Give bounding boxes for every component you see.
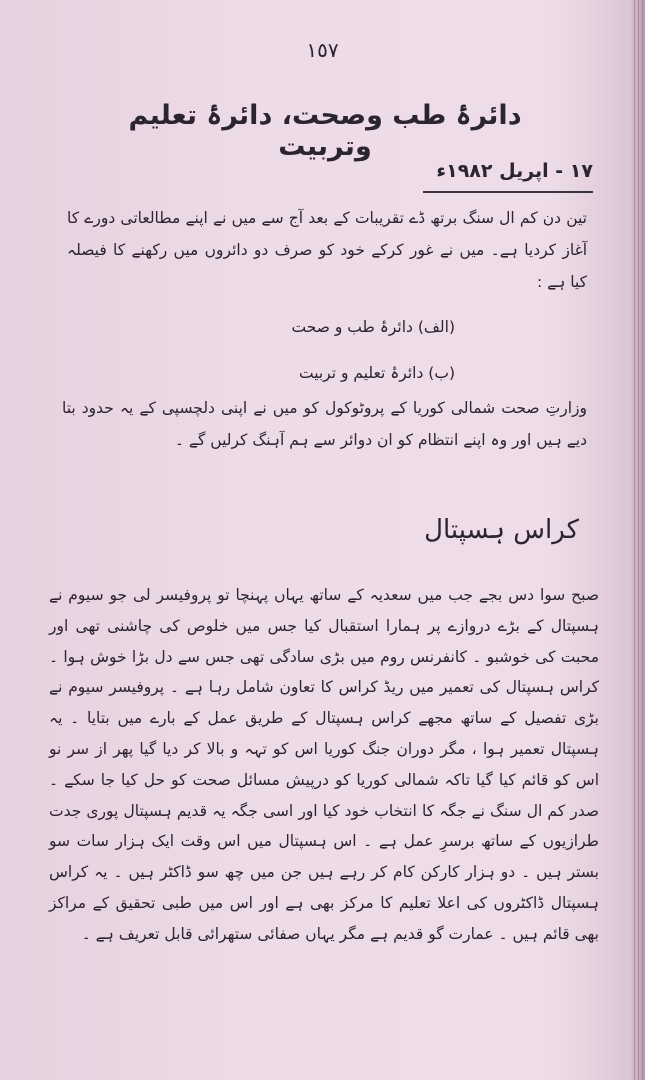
section-paragraph: صبح سوا دس بجے جب میں سعدیہ کے ساتھ یہاں پہنچا تو پروفیسر لی جو سیوم نے ہسپتال کے بڑے دروازے پر ہمارا استقبال کیا جس میں خلوص کی چاشنی تھی اور محبت کی خوشبو ۔ کانفرنس روم میں بڑی سادگی تھی جس سے دل بڑا خوش ہوا ۔ کراس ہسپتال کی تعمیر میں ریڈ کراس کا تعاون شامل رہا ہے ۔ پروفیسر سیوم نے بڑی تفصیل کے ساتھ مجھے کراس ہسپتال کے طریق عمل کے بارے میں بتایا ۔ یہ ہسپتال تعمیر ہوا ، مگر دوران جنگ کوریا اس کو تہہ و بالا کر دیا گیا پھر از سر نو اس کو قائم کیا گیا تاکہ شمالی کوریا کو درپیش مسائل صحت کو حل کیا جا سکے ۔ صدر کم ال سنگ نے جگہ کا انتخاب خود کیا اور اسی جگہ یہ قدیم ہسپتال پوری جدت طرازیوں کے ساتھ برسرِ عمل ہے ۔ اس ہسپتال میں اس وقت ایک ہزار سات سو بستر ہیں ۔ دو ہزار کارکن کام کر رہے ہیں جن میں چھ سو ڈاکٹر ہیں ۔ یہ کراس ہسپتال ڈاکٹروں کی اعلا تعلیم کا مرکز بھی ہے اور اس میں طبی تحقیق کے مراکز بھی قائم ہیں ۔ عمارت گو قدیم ہے مگر یہاں صفائی ستھرائی قابل تعریف ہے ۔ — [49, 586, 599, 943]
intro-paragraph: تین دن کم ال سنگ برتھ ڈے تقریبات کے بعد آج سے میں نے اپنے مطالعاتی دورے کا آغاز کردیا ہے۔ میں نے غور کرکے خود کو صرف دو دائروں میں رکھنے کا فیصلہ کیا ہے : — [67, 209, 587, 291]
page-number: ١٥٧ — [306, 38, 339, 62]
list-item: (الف) دائرۂ طب و صحت — [291, 318, 455, 336]
page-edge-line — [634, 0, 635, 1080]
chapter-title: دائرۂ طب وصحت، دائرۂ تعلیم وتربیت — [128, 100, 522, 162]
list-item: (ب) دائرۂ تعلیم و تربیت — [298, 364, 455, 382]
date-underline — [423, 191, 593, 193]
page-edge-line — [642, 0, 643, 1080]
section-heading: کراس ہسپتال — [424, 515, 579, 545]
entry-date: ۱۷ - اپریل ۱۹۸۲ء — [436, 160, 593, 182]
second-paragraph: وزارتِ صحت شمالی کوریا کے پروٹوکول کو میں نے اپنی دلچسپی کے یہ حدود بتا دیے ہیں اور وہ اپنے انتظام کو ان دوائر سے ہم آہنگ کرلیں گے ۔ — [62, 399, 587, 449]
page-edge — [631, 0, 645, 1080]
page-edge-line — [638, 0, 639, 1080]
